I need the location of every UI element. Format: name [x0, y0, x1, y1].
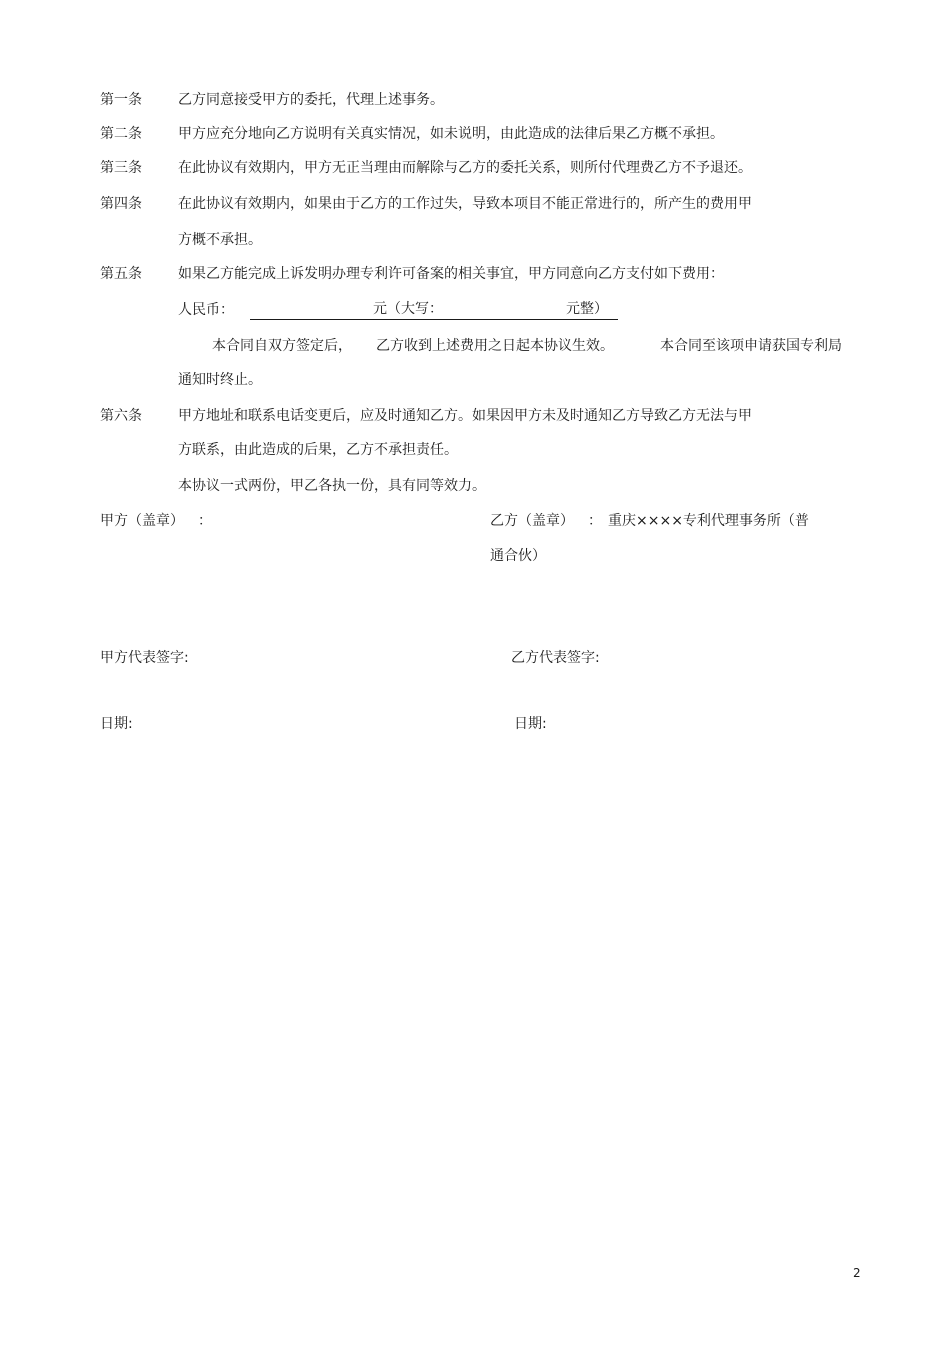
yuan-label: 元（大写： [373, 301, 443, 317]
article-2 [0, 124, 950, 144]
rmb-label: 人民币： [178, 302, 234, 318]
party-a-seal-label: 甲方（盖章） [100, 513, 184, 529]
party-b-representative-signature: 乙方代表签字: [511, 650, 600, 666]
party-a-date: 日期: [100, 716, 133, 732]
effect-clause [0, 336, 950, 356]
colon: ： [198, 513, 212, 529]
article-label: 第二条 [100, 126, 142, 142]
yuan-end-label: 元整） [566, 301, 608, 317]
article-text: 甲方地址和联系电话变更后，应及时通知乙方。如果因甲方未及时通知乙方导致乙方无法与甲 [178, 408, 752, 424]
article-label: 第三条 [100, 160, 142, 176]
copies-clause: 本协议一式两份，甲乙各执一份，具有同等效力。 [178, 478, 486, 494]
effect-clause-continued: 通知时终止。 [178, 372, 262, 388]
article-4-continued: 方概不承担。 [178, 232, 262, 248]
effect-part-2: 乙方收到上述费用之日起本协议生效。 [376, 338, 614, 354]
article-6-continued: 方联系，由此造成的后果，乙方不承担责任。 [178, 442, 458, 458]
article-label: 第六条 [100, 408, 142, 424]
article-3 [0, 158, 950, 178]
party-b-seal-label: 乙方（盖章） [490, 513, 574, 529]
party-a-representative-signature: 甲方代表签字: [100, 650, 189, 666]
effect-part-1: 本合同自双方签定后， [212, 338, 352, 354]
article-text: 乙方同意接受甲方的委托，代理上述事务。 [178, 92, 444, 108]
page-number: 2 [853, 1266, 861, 1280]
fee-blank [250, 302, 618, 320]
fee-line [178, 300, 618, 320]
article-label: 第四条 [100, 196, 142, 212]
party-b-name-continued: 通合伙） [490, 548, 546, 564]
article-1 [0, 90, 950, 110]
colon: ： [588, 513, 602, 529]
party-b-date: 日期: [514, 716, 547, 732]
party-a-seal [100, 511, 212, 531]
party-b-seal [490, 511, 809, 531]
article-label: 第五条 [100, 266, 142, 282]
effect-part-3: 本合同至该项申请获国专利局 [660, 338, 842, 354]
article-text: 在此协议有效期内，如果由于乙方的工作过失，导致本项目不能正常进行的，所产生的费用甲 [178, 196, 752, 212]
article-text: 如果乙方能完成上诉发明办理专利许可备案的相关事宜，甲方同意向乙方支付如下费用： [178, 266, 724, 282]
article-6 [0, 406, 950, 426]
article-text: 在此协议有效期内，甲方无正当理由而解除与乙方的委托关系，则所付代理费乙方不予退还。 [178, 160, 752, 176]
article-4 [0, 194, 950, 214]
article-label: 第一条 [100, 92, 142, 108]
article-text: 甲方应充分地向乙方说明有关真实情况，如未说明，由此造成的法律后果乙方概不承担。 [178, 126, 724, 142]
article-5 [0, 264, 950, 284]
party-b-name: 重庆××××专利代理事务所（普 [608, 513, 809, 529]
